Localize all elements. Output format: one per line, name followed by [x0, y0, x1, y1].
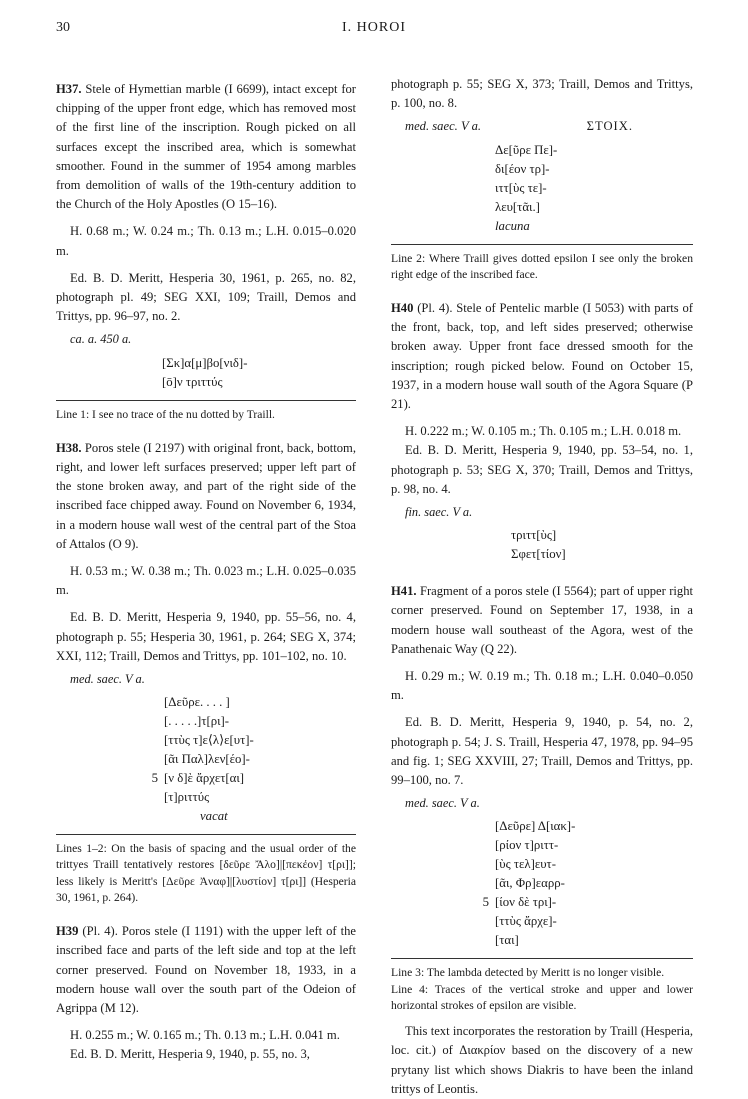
h38-inscription	[56, 693, 356, 826]
h37-note: Line 1: I see no trace of the nu dotted by Traill.	[56, 407, 275, 421]
inscription-line: Σφετ[τίον]	[511, 547, 566, 562]
h39-date: med. saec. V a.	[405, 119, 482, 134]
h40-dimensions: H. 0.222 m.; W. 0.105 m.; Th. 0.105 m.; L.H. 0.018 m.	[405, 424, 682, 439]
h41-desc: Fragment of a poros stele (I 5564); part of upper right corner preserved. Found on September 17, 1938, in a modern house wall southeast of the Agora, west of the Panathenaic Way (Q 22).	[391, 584, 693, 656]
h41-date: med. saec. V a.	[405, 796, 480, 811]
h39-note: Line 2: Where Traill gives dotted epsilon I see only the broken right edge of the inscribed face.	[391, 251, 693, 281]
inscription-line: [ττὺς τ]ε⟨λ⟩ε[υτ]-	[164, 733, 254, 748]
h39-description	[56, 922, 356, 1018]
h38-description	[56, 439, 356, 554]
inscription-line: [τ]ριττύς	[164, 790, 210, 805]
inscription-line: λευ[τᾶι.]	[495, 199, 540, 214]
divider	[56, 400, 356, 401]
inscription-line: [ρίον τ]ριττ-	[495, 838, 559, 853]
h37-editions: Ed. B. D. Meritt, Hesperia 30, 1961, p. 265, no. 82, photograph pl. 49; SEG XXI, 109; Traill, Demos and Trittys, pp. 96–97, no. 2.	[56, 270, 356, 324]
inscription-line: [ᾶι Παλ]λεν[έο]-	[164, 752, 250, 767]
divider	[391, 244, 693, 245]
right-column	[391, 75, 693, 1099]
inscription-line: vacat	[200, 809, 228, 824]
h39-id: H39	[56, 924, 79, 939]
h39-dimensions: H. 0.255 m.; W. 0.165 m.; Th. 0.13 m.; L.H. 0.041 m.	[70, 1028, 340, 1043]
h37-description	[56, 80, 356, 214]
divider	[391, 958, 693, 959]
h41-id: H41.	[391, 584, 417, 599]
h41-note-2: Line 4: Traces of the vertical stroke and upper and lower horizontal strokes of epsilon are visible.	[391, 982, 693, 1012]
inscription-line: τριττ[ὺς]	[511, 528, 557, 543]
inscription-line: [Δεῦρε. . . . ]	[164, 695, 230, 710]
h37-id: H37.	[56, 82, 82, 96]
h40-inscription	[391, 526, 693, 564]
inscription-line: [Δεῦρε] Δ[ιακ]-	[495, 819, 576, 834]
h38-date: med. saec. V a.	[70, 672, 145, 687]
h38-desc: Poros stele (I 2197) with original front, back, bottom, right, and lower left surfaces preserved; upper left part of the stone broken away, and part of the right side of the inscribed face chipped away. Found on November 6, 1934, in a modern house wall west of the central part of the Stoa of Attalos (O 9).	[56, 440, 357, 551]
h41-closing-paragraph: This text incorporates the restoration by Traill (Hesperia, loc. cit.) of Διακρίον based on the discovery of a new prytany list which shows Diakris to have been the inland trittys of Leontis.	[391, 1024, 693, 1096]
h40-editions: Ed. B. D. Meritt, Hesperia 9, 1940, pp. 53–54, no. 1, photograph p. 53; SEG X, 370; Traill, Demos and Trittys, p. 98, no. 4.	[391, 443, 693, 496]
h41-description	[391, 582, 693, 659]
h39-stoichedon: ΣΤΟΙΧ.	[586, 119, 633, 134]
inscription-line: [. . . . .]τ[ρι]-	[164, 714, 230, 729]
page-header	[56, 20, 692, 40]
h41-inscription	[391, 817, 693, 950]
inscription-line: Δε[ῦρε Πε]-	[495, 142, 558, 157]
divider	[56, 834, 356, 835]
h39-inscription	[391, 141, 693, 236]
left-column	[56, 80, 356, 1065]
h41-dimensions: H. 0.29 m.; W. 0.19 m.; Th. 0.18 m.; L.H. 0.040–0.050 m.	[391, 669, 693, 703]
inscription-line: 5 [ίον δὲ τρι]-	[482, 895, 557, 910]
h37-inscription	[56, 354, 356, 392]
inscription-line: δι[έον τρ]-	[495, 161, 550, 176]
h40-description	[391, 299, 693, 414]
h37-desc: Stele of Hymettian marble (I 6699), intact except for chipping of the upper front edge, which has removed most of the first line of the inscription. Rough picked on all surfaces except the inscribed area, which is somewhat smoother. Found in the summer of 1954 among marbles from demolition of walls of the 19th-century addition to the Church of the Holy Apostles (O 15–16).	[56, 82, 357, 212]
inscription-line: [Σκ]α[μ]βο[νιδ]-	[162, 355, 248, 370]
h38-editions: Ed. B. D. Meritt, Hesperia 9, 1940, pp. 55–56, no. 4, photograph p. 55; Hesperia 30, 1961, p. 264; SEG X, 374; XXI, 112; Traill, Demos and Trittys, pp. 101–102, no. 10.	[56, 610, 356, 663]
h40-desc: (Pl. 4). Stele of Pentelic marble (I 5053) with parts of the front, back, top, and left sides preserved; otherwise broken away. Upper front face dressed smooth for the inscription; rough picked below. Found on October 15, 1937, in a modern house wall south of the Agora Square (P 21).	[391, 301, 693, 412]
h37-date: ca. a. 450 a.	[70, 332, 132, 347]
inscription-line: [ττὺς ἄρχε]-	[495, 914, 557, 929]
h39-editions-cont: photograph p. 55; SEG X, 373; Traill, Demos and Trittys, p. 100, no. 8.	[391, 77, 693, 111]
page-number: 30	[56, 20, 70, 35]
h39-editions: Ed. B. D. Meritt, Hesperia 9, 1940, p. 55, no. 3,	[70, 1047, 310, 1062]
h37-dimensions: H. 0.68 m.; W. 0.24 m.; Th. 0.13 m.; L.H. 0.015–0.020 m.	[56, 224, 356, 258]
h39-date-row	[391, 117, 693, 136]
inscription-line: lacuna	[495, 218, 530, 233]
inscription-line: 5 [ν δ]ὲ ἄρχετ[αι]	[151, 771, 245, 786]
inscription-line: ιττ[ὺς τε]-	[495, 180, 547, 195]
running-head: I. HOROI	[342, 20, 406, 35]
h38-note: Lines 1–2: On the basis of spacing and the usual order of the trittyes Traill tentatively restores [δεῦρε Ἄλο]|[πεκέον] τ[ρι]]; less likely is Meritt's [Δεῦρε Ἀναφ]|[λυστίον] τ[ρι]] (Hesperia 30, 1961, p. 264).	[56, 842, 356, 904]
h38-id: H38.	[56, 440, 82, 455]
inscription-line: [ὺς τελ]ευτ-	[495, 857, 556, 872]
inscription-line: [ται]	[495, 933, 519, 948]
h38-dimensions: H. 0.53 m.; W. 0.38 m.; Th. 0.023 m.; L.H. 0.025–0.035 m.	[56, 564, 356, 598]
h41-note-1: Line 3: The lambda detected by Meritt is no longer visible.	[391, 966, 665, 980]
inscription-line: [ᾶι, Φρ]εαρρ-	[495, 876, 565, 891]
inscription-line: [ō]ν τριττύς	[162, 374, 223, 389]
h40-id: H40	[391, 301, 414, 316]
h41-editions: Ed. B. D. Meritt, Hesperia 9, 1940, p. 54, no. 2, photograph p. 54; J. S. Traill, Hesperia 47, 1978, pp. 94–95 and fig. 1; SEG XXVIII, 27; Traill, Demos and Trittys, pp. 99–100, no. 7.	[391, 715, 693, 788]
h40-date: fin. saec. V a.	[405, 505, 473, 520]
h39-desc: (Pl. 4). Poros stele (I 1191) with the upper left of the inscribed face and parts of the left side and top at the left corner preserved. Found on November 18, 1933, in a modern house wall over the south part of the Odeion of Agrippa (M 12).	[56, 924, 356, 1015]
